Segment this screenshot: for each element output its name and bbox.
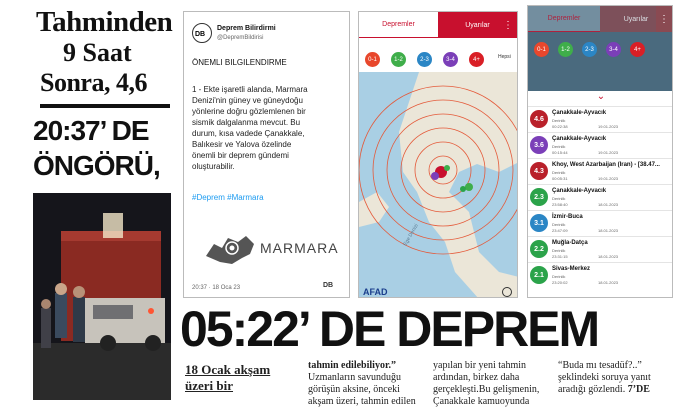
list-item[interactable] — [528, 184, 673, 208]
column-line: akşam üzeri, tahmin edilen — [308, 396, 416, 407]
list-item[interactable] — [528, 132, 673, 156]
afad-map-screen — [358, 11, 518, 298]
tweet-body-line: yönlerine doğru gözlemlenen bir — [192, 107, 306, 116]
column-line: görüşün aksine, önceki — [308, 384, 400, 395]
account-name[interactable]: Deprem Bilirdirmi — [217, 25, 276, 32]
magnitude-chip[interactable]: 0-1 — [534, 42, 549, 57]
tab-depremler[interactable]: Depremler — [359, 12, 438, 38]
tweet-map-image — [192, 222, 342, 272]
tweet-title: ÖNEMLI BILGILENDIRME — [192, 58, 287, 67]
column-line: “Buda mı tesadüf?..” — [558, 360, 642, 371]
column-line: yapılan bir yeni tahmin — [433, 360, 527, 371]
magnitude-chip[interactable]: 2-3 — [417, 52, 432, 67]
map-area[interactable] — [359, 72, 518, 298]
tweet-body-line: oluşturabilir. — [192, 162, 235, 171]
tweet-card — [183, 11, 350, 298]
column-text: aradığı gözlendi. — [558, 384, 626, 395]
date-label: 19.01.2023 — [598, 124, 619, 129]
headline-line-2: 9 Saat — [63, 38, 132, 67]
column-line: 18 Ocak akşam — [185, 362, 271, 377]
column-3 — [433, 360, 539, 408]
magnitude-chip[interactable]: 3-4 — [606, 42, 621, 57]
date-label: 18.01.2023 — [598, 202, 619, 207]
headline-line-3: Sonra, 4,6 — [40, 68, 147, 97]
depth-label: Derinlik — [552, 196, 566, 201]
depth-label: Derinlik — [552, 222, 566, 227]
tab-bar — [528, 6, 672, 32]
date-label: 19.01.2023 — [598, 150, 619, 155]
location-label: Muğla-Datça — [552, 240, 588, 246]
list-item[interactable] — [528, 106, 673, 130]
svg-text:DB: DB — [195, 31, 206, 38]
list-item[interactable] — [528, 262, 673, 286]
headline-divider — [40, 104, 170, 108]
tab-depremler[interactable]: Depremler — [528, 6, 600, 32]
location-label: İzmir-Buca — [552, 214, 583, 220]
map-label: MARMARA — [260, 240, 339, 256]
accident-photo — [33, 193, 171, 400]
afad-list-screen — [527, 5, 673, 298]
list-item[interactable] — [528, 210, 673, 234]
account-handle[interactable]: @DepremBildirisi — [217, 35, 264, 41]
depth-label: Derinlik — [552, 170, 566, 175]
magnitude-badge: 3.1 — [530, 214, 548, 232]
afad-logo: AFAD — [363, 287, 388, 297]
main-headline: 05:22’ DE DEPREM — [180, 301, 599, 357]
column-line: Uzmanların savunduğu — [308, 372, 402, 383]
column-line — [558, 384, 651, 396]
magnitude-chip[interactable]: 4+ — [630, 42, 645, 57]
depth-label: Derinlik — [552, 248, 566, 253]
tweet-body-line: durum, kısa vadede Çanakkale, — [192, 129, 305, 138]
time-label: 23:31:15 — [552, 254, 568, 259]
tweet-body-line: 1 - Ekte işaretli alanda, Marmara — [192, 85, 308, 94]
tweet-hashtags[interactable]: #Deprem #Marmara — [192, 193, 264, 202]
list-item[interactable] — [528, 158, 673, 182]
magnitude-badge: 2.1 — [530, 266, 548, 284]
location-label: Çanakkale-Ayvacık — [552, 188, 607, 194]
location-label: Sivas-Merkez — [552, 266, 591, 272]
account-avatar[interactable] — [192, 23, 212, 43]
column-line: şeklindeki soruya yanıt — [558, 372, 651, 383]
depth-label: Derinlik — [552, 274, 566, 279]
location-label: Çanakkale-Ayvacık — [552, 110, 607, 116]
column-4 — [558, 360, 651, 396]
tweet-timestamp[interactable]: 20:37 · 18 Oca 23 — [192, 285, 241, 291]
tweet-body-line: önemli bir deprem gündemi — [192, 151, 289, 160]
menu-icon[interactable]: ⋮ — [656, 6, 672, 32]
filter-all[interactable]: Hepsi — [498, 54, 511, 60]
watermark-logo: DB — [323, 282, 334, 289]
chevron-down-icon[interactable]: ⌄ — [528, 91, 673, 105]
time-label: 00:22:38 — [552, 124, 568, 129]
magnitude-chip[interactable]: 2-3 — [582, 42, 597, 57]
depth-label: Derinlik — [552, 118, 566, 123]
tweet-body-line: Balıkesir ve Yalova özelinde — [192, 140, 292, 149]
column-line: tahmin edilebiliyor.” — [308, 360, 396, 371]
column-emphasis: 7’DE — [627, 384, 650, 395]
tab-uyarilar[interactable]: Uyarılar — [600, 6, 672, 32]
locate-icon[interactable] — [502, 287, 512, 297]
magnitude-badge: 3.6 — [530, 136, 548, 154]
time-label: 23:58:40 — [552, 202, 568, 207]
magnitude-badge: 4.3 — [530, 162, 548, 180]
tweet-body-line: sismik dalgalanma mevcut. Bu — [192, 118, 301, 127]
tab-bar — [359, 12, 517, 38]
magnitude-chip[interactable]: 4+ — [469, 52, 484, 67]
date-label: 18.01.2023 — [598, 228, 619, 233]
magnitude-chip[interactable]: 1-2 — [558, 42, 573, 57]
tweet-body-line: Denizi'nin güney ve güneydoğu — [192, 96, 303, 105]
date-label: 18.01.2023 — [598, 280, 619, 285]
time-label: 23:20:02 — [552, 280, 568, 285]
sea-label: Ege Denizi — [402, 223, 420, 247]
column-line: gerçekleşti.Bu gelişmenin, — [433, 384, 540, 395]
headline-line-5: ÖNGÖRÜ, — [33, 150, 160, 181]
magnitude-badge: 2.3 — [530, 188, 548, 206]
date-label: 19.01.2023 — [598, 176, 619, 181]
list-item[interactable] — [528, 236, 673, 260]
magnitude-badge: 4.6 — [530, 110, 548, 128]
column-line: üzeri bir — [185, 378, 234, 393]
depth-label: Derinlik — [552, 144, 566, 149]
time-label: 00:15:44 — [552, 150, 568, 155]
column-line: ardından, birkez daha — [433, 372, 520, 383]
time-label: 00:05:31 — [552, 176, 568, 181]
date-label: 18.01.2023 — [598, 254, 619, 259]
tweet-body — [192, 84, 347, 172]
headline-line-4: 20:37’ DE — [33, 115, 149, 146]
column-2 — [308, 360, 416, 408]
column-1 — [185, 362, 270, 394]
location-label: Khoy, West Azarbaijan (Iran) - [38.47... — [552, 162, 660, 168]
tab-uyarilar[interactable]: Uyarılar — [438, 12, 517, 38]
magnitude-chip[interactable]: 0-1 — [365, 52, 380, 67]
magnitude-badge: 2.2 — [530, 240, 548, 258]
magnitude-chip[interactable]: 1-2 — [391, 52, 406, 67]
column-line: Çanakkale kamuoyunda — [433, 396, 530, 407]
headline-line-1: Tahminden — [36, 6, 173, 38]
magnitude-chip[interactable]: 3-4 — [443, 52, 458, 67]
menu-icon[interactable]: ⋮ — [499, 12, 517, 38]
location-label: Çanakkale-Ayvacık — [552, 136, 607, 142]
time-label: 23:47:09 — [552, 228, 568, 233]
